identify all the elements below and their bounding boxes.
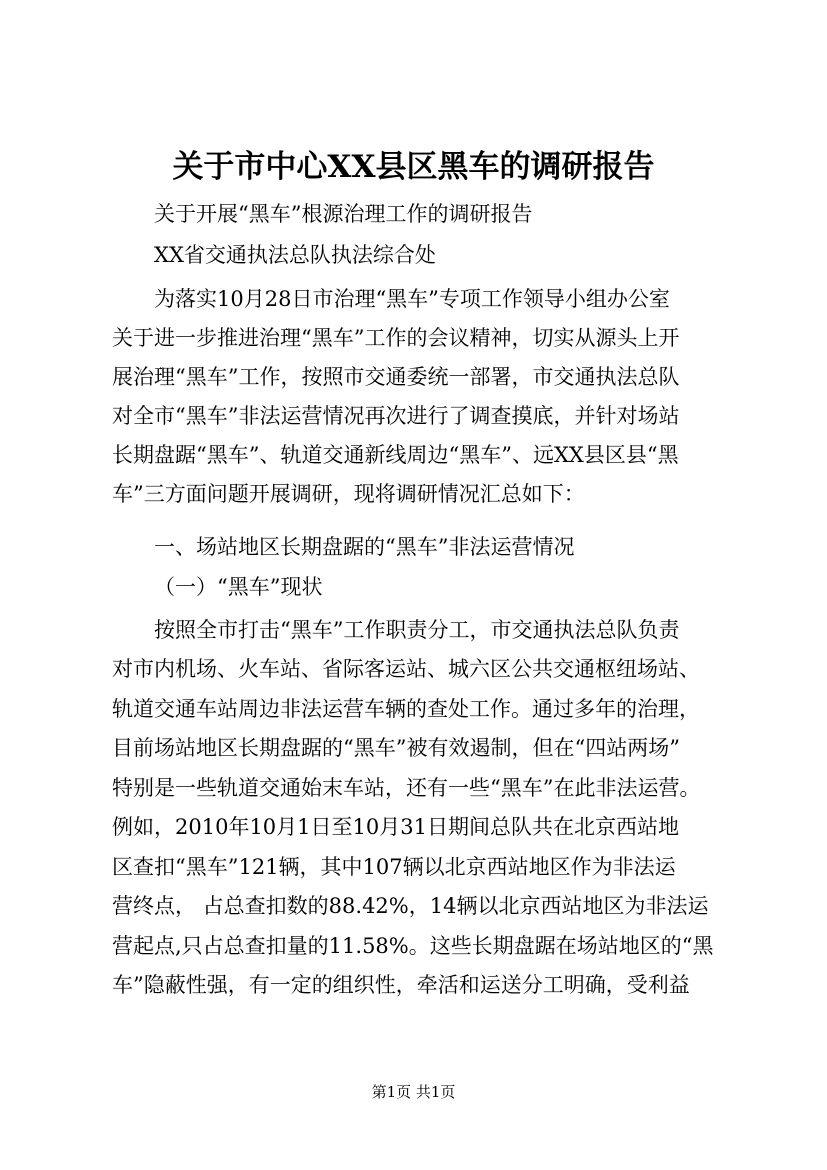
paragraph-line: 按照全市打击“黑车”工作职责分工，市交通执法总队负责 (154, 618, 680, 642)
subtitle-line: 关于开展“黑车”根源治理工作的调研报告 (154, 202, 533, 226)
page-number-footer: 第1页 共1页 (371, 1083, 456, 1101)
document-title: 关于市中心XX县区黑车的调研报告 (172, 149, 655, 185)
paragraph-line: 目前场站地区长期盘踞的“黑车”被有效遏制，但在“四站两场” (112, 736, 680, 760)
paragraph-line: 营起点,只占总查扣量的11.58%。这些长期盘踞在场站地区的“黑 (112, 934, 714, 958)
subsection-heading: （一）“黑车”现状 (154, 575, 323, 599)
paragraph-line: 关于进一步推进治理“黑车”工作的会议精神，切实从源头上开 (112, 326, 680, 350)
paragraph-line: 特别是一些轨道交通始末车站，还有一些“黑车”在此非法运营。 (112, 776, 701, 800)
paragraph-line: 展治理“黑车”工作，按照市交通委统一部署，市交通执法总队 (112, 365, 680, 389)
paragraph-line: 营终点， 占总查扣数的88.42%，14辆以北京西站地区为非法运 (112, 894, 709, 918)
paragraph-line: 区查扣“黑车”121辆，其中107辆以北京西站地区作为非法运 (112, 855, 676, 879)
paragraph-line: 车”隐蔽性强，有一定的组织性，牵活和运送分工明确，受利益 (112, 973, 690, 997)
paragraph-line: 对全市“黑车”非法运营情况再次进行了调查摸底，并针对场站 (112, 404, 680, 428)
department-line: XX省交通执法总队执法综合处 (154, 243, 436, 267)
paragraph-line: 为落实10月28日市治理“黑车”专项工作领导小组办公室 (154, 287, 670, 311)
paragraph-line: 例如，2010年10月1日至10月31日期间总队共在北京西站地 (112, 815, 679, 839)
paragraph-line: 车”三方面问题开展调研，现将调研情况汇总如下： (112, 482, 585, 506)
paragraph-line: 轨道交通车站周边非法运营车辆的查处工作。通过多年的治理， (112, 697, 700, 721)
paragraph-line: 对市内机场、火车站、省际客运站、城六区公共交通枢纽场站、 (112, 657, 700, 681)
section-heading: 一、场站地区长期盘踞的“黑车”非法运营情况 (154, 535, 575, 559)
paragraph-line: 长期盘踞“黑车”、轨道交通新线周边“黑车”、远XX县区县“黑 (112, 443, 679, 467)
